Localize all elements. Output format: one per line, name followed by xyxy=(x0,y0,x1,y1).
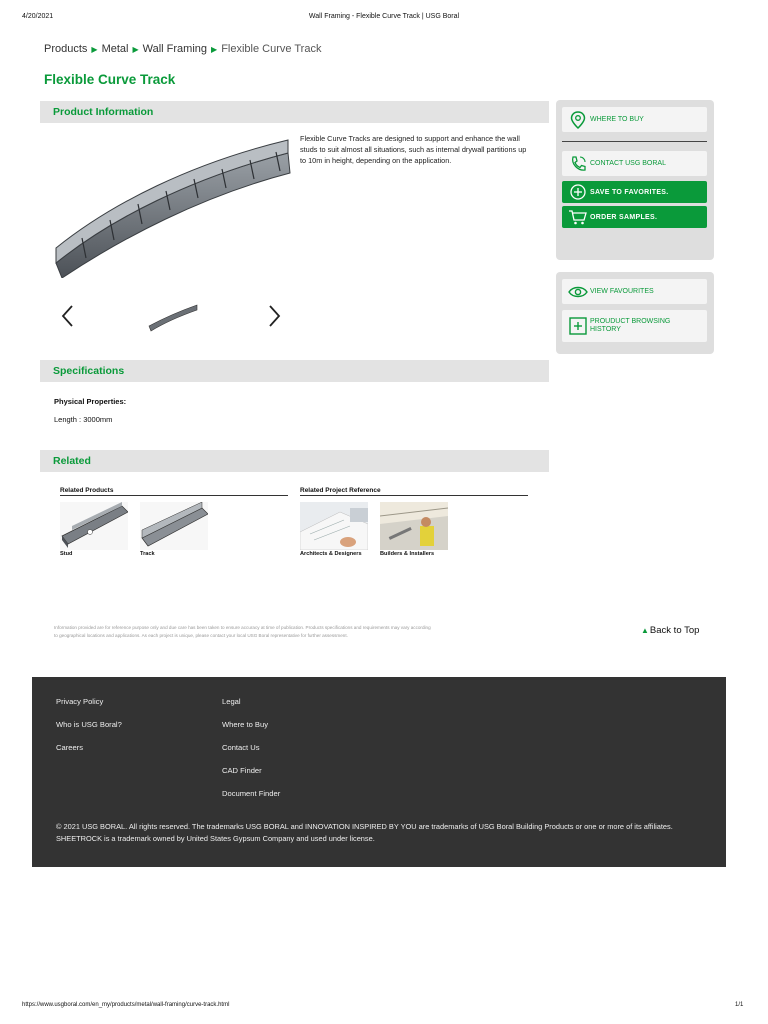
product-image xyxy=(52,138,292,278)
carousel-prev-icon[interactable] xyxy=(60,304,76,328)
related-project-heading: Related Project Reference xyxy=(300,487,528,496)
architects-thumbnail[interactable] xyxy=(300,502,368,550)
related-bar xyxy=(40,450,549,472)
print-url: https://www.usgboral.com/en_my/products/metal/wall-framing/curve-track.html xyxy=(22,1002,230,1008)
contact-button[interactable] xyxy=(562,151,707,176)
where-to-buy-label: WHERE TO BUY xyxy=(590,116,644,123)
stud-thumbnail[interactable] xyxy=(60,502,128,550)
architects-label[interactable]: Architects & Designers xyxy=(300,551,362,557)
order-samples-button[interactable] xyxy=(562,206,707,228)
contact-label: CONTACT USG BORAL xyxy=(590,160,666,167)
footer-careers[interactable]: Careers xyxy=(56,743,84,752)
view-favourites-label: VIEW FAVOURITES xyxy=(590,288,654,295)
back-to-top-label: Back to Top xyxy=(649,625,700,636)
browsing-history-line2: HISTORY xyxy=(590,326,621,333)
physical-properties-heading: Physical Properties: xyxy=(54,397,127,406)
builders-thumbnail[interactable] xyxy=(380,502,448,550)
print-page-number: 1/1 xyxy=(735,1002,744,1008)
related-products-heading: Related Products xyxy=(60,487,288,496)
caret-up-icon: ▲ xyxy=(641,626,649,635)
product-info-heading: Product Information xyxy=(53,106,154,118)
back-to-top-link[interactable] xyxy=(641,625,699,636)
phone-icon xyxy=(566,155,590,173)
product-info-bar xyxy=(40,101,549,123)
footer-document-finder[interactable]: Document Finder xyxy=(222,789,281,798)
related-heading: Related xyxy=(53,455,91,467)
chevron-right-icon: ▶ xyxy=(91,44,98,54)
length-spec: Length : 3000mm xyxy=(54,415,113,424)
save-favorites-button[interactable] xyxy=(562,181,707,203)
chevron-right-icon: ▶ xyxy=(132,44,139,54)
footer-who-is-usg-boral[interactable]: Who is USG Boral? xyxy=(56,720,122,729)
breadcrumb xyxy=(44,43,321,55)
stud-label[interactable]: Stud xyxy=(60,551,73,557)
sidebar-secondary xyxy=(556,272,714,354)
site-footer xyxy=(32,677,726,867)
footer-cad-finder[interactable]: CAD Finder xyxy=(222,766,262,775)
cart-icon xyxy=(566,209,590,225)
carousel-next-icon[interactable] xyxy=(266,304,282,328)
breadcrumb-products[interactable]: Products xyxy=(44,43,88,55)
breadcrumb-current: Flexible Curve Track xyxy=(221,43,322,55)
page-title: Flexible Curve Track xyxy=(44,72,176,87)
view-favourites-button[interactable] xyxy=(562,279,707,304)
browsing-history-line1: PROUDUCT BROWSING xyxy=(590,318,671,325)
carousel-thumbnail[interactable] xyxy=(146,302,200,332)
footer-copyright: © 2021 USG BORAL. All rights reserved. The trademarks USG BORAL and INNOVATION INSPIRED BY YOU are trademarks of USG Boral Building Products or one or more of its affiliates. SHEETROCK is a trademark owned by United States Gypsum Company and used under license. xyxy=(56,822,673,843)
save-favorites-label: SAVE TO FAVORITES. xyxy=(590,188,669,196)
footer-legal[interactable]: Legal xyxy=(222,697,241,706)
order-samples-label: ORDER SAMPLES. xyxy=(590,213,658,221)
disclaimer-line2: to geographical locations and applications. As each project is unique, please contact your local USG Boral representative for further assessment. xyxy=(54,633,348,638)
chevron-right-icon: ▶ xyxy=(211,44,218,54)
footer-where-to-buy[interactable]: Where to Buy xyxy=(222,720,269,729)
divider xyxy=(562,141,707,142)
specifications-bar xyxy=(40,360,549,382)
footer-contact-us[interactable]: Contact Us xyxy=(222,743,260,752)
track-thumbnail[interactable] xyxy=(140,502,208,550)
where-to-buy-button[interactable] xyxy=(562,107,707,132)
builders-label[interactable]: Builders & Installers xyxy=(380,551,435,557)
product-description: Flexible Curve Tracks are designed to support and enhance the wall studs to suit almost all situations, such as internal drywall partitions up to 10m in height, depending on the application. xyxy=(300,134,527,165)
breadcrumb-metal[interactable]: Metal xyxy=(101,43,129,55)
disclaimer-line1: Information provided are for reference purpose only and due care has been taken to ensure accuracy at time of publication. Products specifications and requirements may vary according xyxy=(54,625,431,630)
breadcrumb-wall-framing[interactable]: Wall Framing xyxy=(142,43,208,55)
sidebar-actions xyxy=(556,100,714,260)
specifications-heading: Specifications xyxy=(53,365,125,377)
print-date: 4/20/2021 xyxy=(22,13,54,20)
plus-square-icon xyxy=(566,317,590,335)
browsing-history-label xyxy=(590,318,670,334)
print-doc-title: Wall Framing - Flexible Curve Track | USG Boral xyxy=(308,13,460,20)
location-pin-icon xyxy=(566,111,590,129)
eye-icon xyxy=(566,285,590,299)
browsing-history-button[interactable] xyxy=(562,310,707,342)
track-label[interactable]: Track xyxy=(140,551,155,557)
footer-privacy-policy[interactable]: Privacy Policy xyxy=(56,697,104,706)
disclaimer xyxy=(54,624,494,640)
plus-circle-icon xyxy=(566,183,590,201)
